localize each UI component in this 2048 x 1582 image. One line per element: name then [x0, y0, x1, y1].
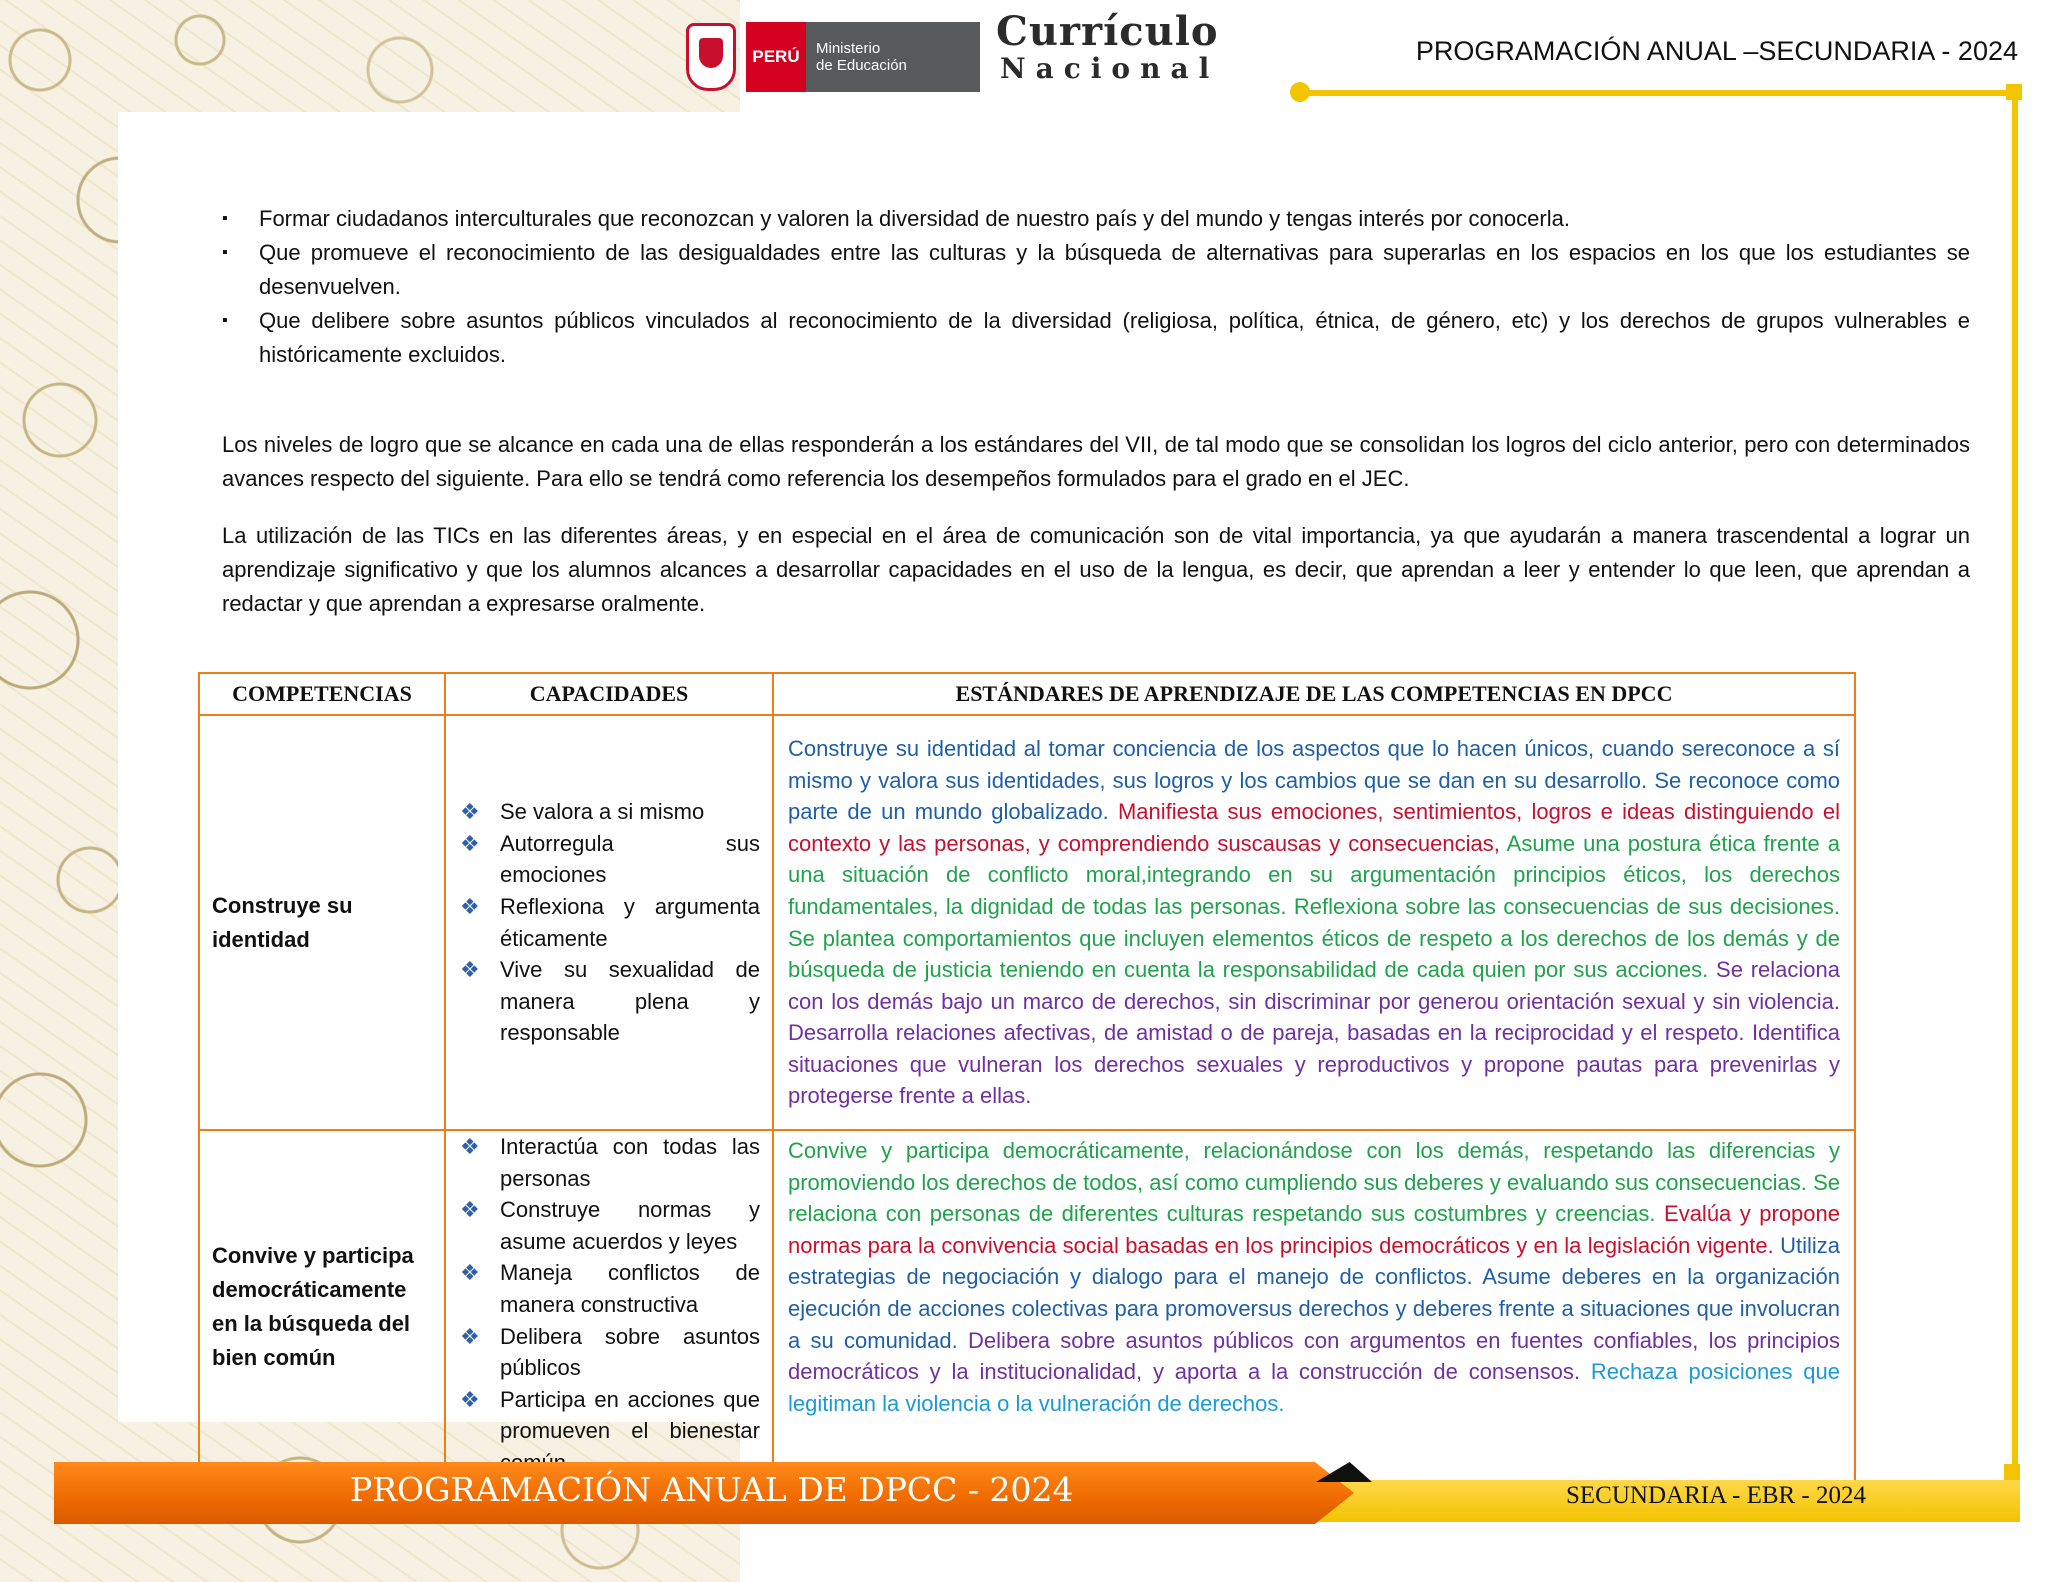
- list-item: ❖ Maneja conflictos de manera constructiva: [460, 1257, 760, 1320]
- list-item: ❖ Autorregula sus emociones: [460, 828, 760, 891]
- diamond-bullet-icon: ❖: [460, 1323, 480, 1349]
- peru-shield-icon: [686, 23, 736, 91]
- list-item: ❖ Reflexiona y argumenta éticamente: [460, 891, 760, 954]
- list-item: ❖ Vive su sexualidad de manera plena y responsable: [460, 954, 760, 1049]
- ministry-logo: [686, 22, 980, 92]
- gold-corner-bottom: [2004, 1464, 2020, 1480]
- list-item: ❖ Interactúa con todas las personas: [460, 1131, 760, 1194]
- diamond-bullet-icon: ❖: [460, 893, 480, 919]
- table-row: [199, 715, 1855, 1130]
- list-item: ❖ Delibera sobre asuntos públicos: [460, 1321, 760, 1384]
- paragraph-tics: La utilización de las TICs en las diferentes áreas, y en especial en el área de comunicación son de vital importancia, ya que ayudarán a manera trascendental a lograr un aprendizaje significativo y que los alumnos alcances a desarrollar capacidades en el uso de la lengua, es decir, que aprendan a leer y entender lo que leen, que aprendan a redactar y que aprendan a expresarse oralmente.: [222, 523, 1970, 616]
- diamond-bullet-icon: ❖: [460, 1386, 480, 1412]
- list-item: ❖ Participa en acciones que promueven el bienestar: [460, 1384, 760, 1479]
- gold-vertical-rule: [2012, 96, 2018, 1476]
- competencia-cell: Construye su identidad: [199, 715, 445, 1130]
- list-item: ❖ Construye normas y asume acuerdos y leyes: [460, 1194, 760, 1257]
- capacidades-cell: [445, 1130, 773, 1484]
- peru-label: PERÚ: [746, 22, 806, 92]
- curriculo-nacional-logo: Currículo Nacional: [996, 8, 1220, 85]
- diamond-bullet-icon: ❖: [460, 1197, 480, 1223]
- diamond-bullet-icon: ❖: [460, 799, 480, 825]
- list-item: ▪ Que delibere sobre asuntos públicos vinculados al reconocimiento de la diversidad (religiosa, política, étnica, de género, etc) y los derechos de grupos vulnerables e históricamente excluidos.: [222, 304, 1970, 372]
- estandar-cell: Convive y participa democráticamente, relacionándose con los demás, respetando las diferencias y promoviendo los derechos de todos, así como cumpliendo sus deberes y evaluando sus consecuencias. Se relaciona con personas de diferentes culturas respetando sus costumbres y creencias. Evalúa y propone normas para la convivencia social basadas en los principios democráticos y en la legislación vigente. Utiliza estrategias de negociación y dialogo para el manejo de conflictos. Asume deberes en la organización ejecución de acciones colectivas para promoversus derechos y deberes frente a situaciones que involucran a su comunidad. Delibera sobre asuntos públicos con argumentos en fuentes confiables, los principios democráticos y la institucionalidad, y aporta a la construcción de consensos. Rechaza posiciones que legitiman la violencia o la vulneración de derechos.: [773, 1130, 1855, 1484]
- header-estandares: ESTÁNDARES DE APRENDIZAJE DE LAS COMPETENCIAS EN DPCC: [773, 673, 1855, 715]
- footer-title: PROGRAMACIÓN ANUAL DE DPCC - 2024: [350, 1470, 1074, 1509]
- header-capacidades: CAPACIDADES: [445, 673, 773, 715]
- diamond-bullet-icon: ❖: [460, 1134, 480, 1159]
- list-item: ❖ Se valora a si mismo: [460, 796, 760, 828]
- capacidades-cell: [445, 715, 773, 1130]
- paragraph-logros: Los niveles de logro que se alcance en cada una de ellas responderán a los estándares del VII, de tal modo que se consolidan los logros del ciclo anterior, pero con determinados avances respecto del siguiente. Para ello se tendrá como referencia los desempeños formulados para el grado en el JEC.: [222, 432, 1970, 491]
- competencies-table: [198, 672, 1856, 1485]
- competencia-cell: Convive y participa democráticamente en la búsqueda del bien común: [199, 1130, 445, 1484]
- ministry-name: Ministerio de Educación: [806, 22, 980, 92]
- gold-divider: [1304, 90, 2020, 96]
- diamond-bullet-icon: ❖: [460, 830, 480, 856]
- objectives-list: [222, 202, 1970, 372]
- estandar-cell: Construye su identidad al tomar conciencia de los aspectos que lo hacen únicos, cuando sereconoce a sí mismo y valora sus identidades, sus logros y los cambios que se dan en su desarrollo. Se reconoce como parte de un mundo globalizado. Manifiesta sus emociones, sentimientos, logros e ideas distinguiendo el contexto y las personas, y comprendiendo suscausas y consecuencias, Asume una postura ética frente a una situación de conflicto moral,integrando en su argumentación principios éticos, los derechos fundamentales, la dignidad de todas las personas. Reflexiona sobre las consecuencias de sus decisiones. Se plantea comportamientos que incluyen elementos éticos de respeto a los derechos de los demás y de búsqueda de justicia teniendo en cuenta la responsabilidad de cada quien por sus acciones. Se relaciona con los demás bajo un marco de derechos, sin discriminar por generou orientación sexual y sin violencia. Desarrolla relaciones afectivas, de amistad o de pareja, basadas en la reciprocidad y el respeto. Identifica situaciones que vulneran los derechos sexuales y reproductivos y propone pautas para prevenirlas y protegerse frente a ellas.: [773, 715, 1855, 1130]
- footer-level: SECUNDARIA - EBR - 2024: [1566, 1482, 1867, 1509]
- list-item: ▪ Que promueve el reconocimiento de las desigualdades entre las culturas y la búsqueda de alternativas para superarlas en los espacios en los que los estudiantes se desenvuelven.: [222, 236, 1970, 304]
- document-title: PROGRAMACIÓN ANUAL –SECUNDARIA - 2024: [1415, 36, 2018, 66]
- list-item: ▪ Formar ciudadanos interculturales que reconozcan y valoren la diversidad de nuestro país y del mundo y tengas interés por conocerla.: [222, 202, 1970, 236]
- header-competencias: COMPETENCIAS: [199, 673, 445, 715]
- table-header-row: [199, 673, 1855, 715]
- table-row: [199, 1130, 1855, 1484]
- diamond-bullet-icon: ❖: [460, 1260, 480, 1286]
- diamond-bullet-icon: ❖: [460, 957, 480, 983]
